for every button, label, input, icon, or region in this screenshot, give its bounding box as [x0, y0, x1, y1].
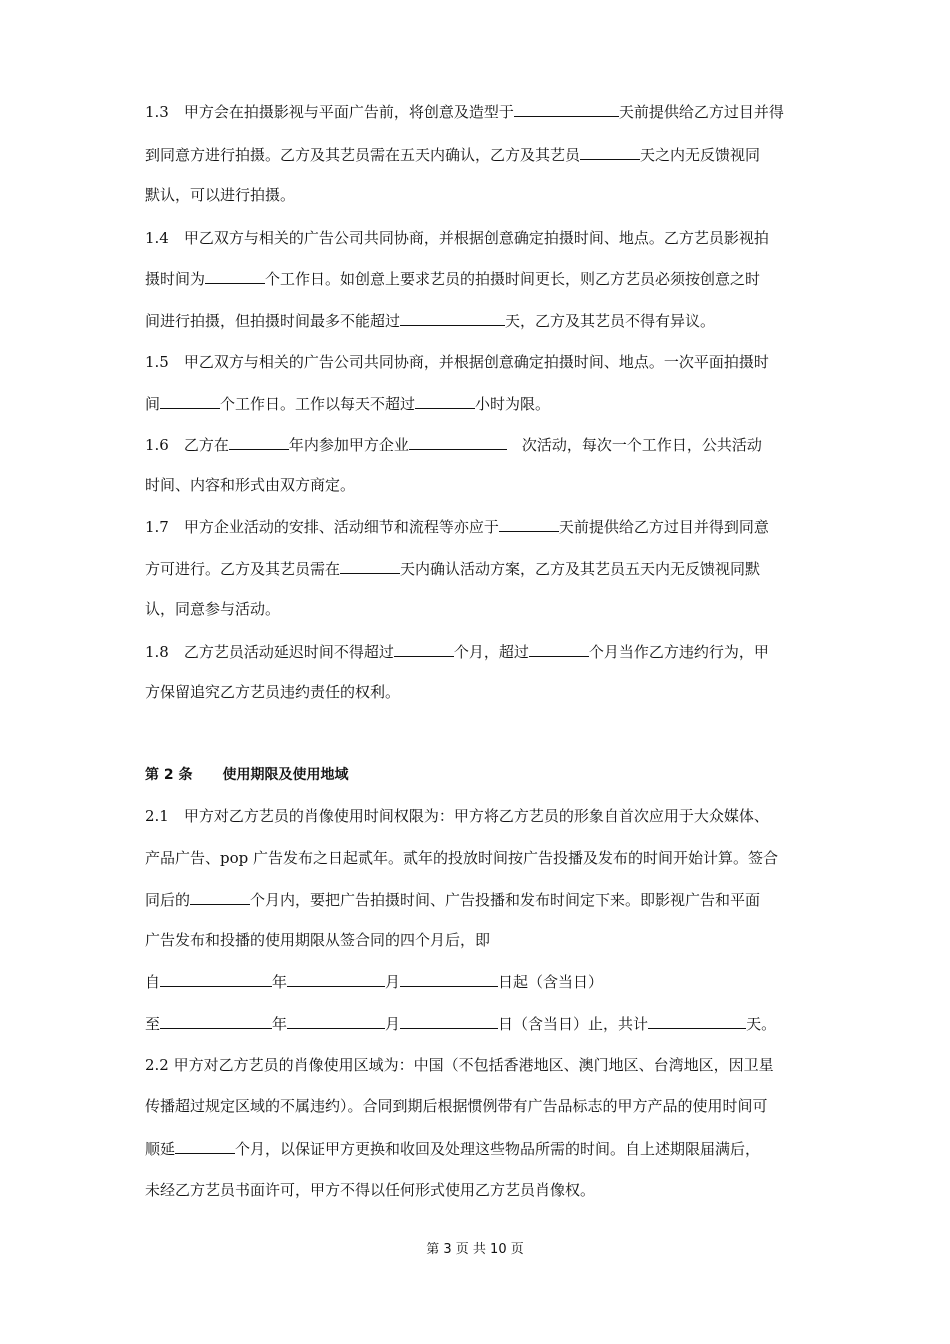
fill-blank	[175, 1138, 235, 1154]
clause-1-3-line-3: 默认，可以进行拍摄。	[145, 186, 296, 204]
clause-2-2-line-1: 2.2 甲方对乙方艺员的肖像使用区域为：中国（不包括香港地区、澳门地区、台湾地区，因卫星	[145, 1056, 774, 1074]
clause-2-1-to-date	[145, 1013, 776, 1034]
clause-1-7-line-2	[145, 558, 760, 579]
text: 个月当作乙方违约行为，甲	[588, 643, 769, 661]
page-footer: 第 3 页 共 10 页	[426, 1242, 524, 1257]
text: 1.8 乙方艺员活动延迟时间不得超过	[145, 643, 394, 661]
text: 年	[272, 1015, 288, 1033]
text: 天。	[746, 1015, 777, 1033]
clause-1-7-line-1	[145, 516, 769, 537]
fill-blank	[394, 641, 454, 657]
text: 个月，以保证甲方更换和收回及处理这些物品所需的时间。自上述期限届满后，	[235, 1140, 761, 1158]
clause-1-6-line-2: 时间、内容和形式由双方商定。	[145, 476, 356, 494]
clause-1-7-line-3: 认，同意参与活动。	[145, 600, 281, 618]
clause-1-4-line-2	[145, 268, 760, 289]
clause-2-2-line-3	[145, 1138, 760, 1159]
fill-blank	[400, 310, 505, 326]
text: 年内参加甲方企业	[288, 436, 409, 454]
clause-1-5-line-1: 1.5 甲乙双方与相关的广告公司共同协商，并根据创意确定拍摄时间、地点。一次平面拍摄时	[145, 353, 769, 371]
text: 个月内，要把广告拍摄时间、广告投播和发布时间定下来。即影视广告和平面	[250, 891, 761, 909]
section-2-heading	[145, 765, 349, 785]
fill-blank	[400, 971, 498, 987]
text: 1.7 甲方企业活动的安排、活动细节和流程等亦应于	[145, 518, 499, 536]
text: 月	[385, 1015, 401, 1033]
fill-blank	[205, 268, 265, 284]
text: 1.6 乙方在	[145, 436, 229, 454]
fill-blank	[229, 434, 289, 450]
text: 月	[385, 973, 401, 991]
fill-blank	[580, 144, 640, 160]
section-number: 第 2 条	[145, 767, 193, 783]
clause-2-1-line-4: 广告发布和投播的使用期限从签合同的四个月后，即	[145, 931, 491, 949]
clause-2-1-from-date	[145, 971, 603, 992]
text: 日起（含当日）	[498, 973, 604, 991]
fill-blank	[514, 101, 619, 117]
clause-2-1-line-3	[145, 889, 760, 910]
clause-1-6-line-1	[145, 434, 762, 455]
clause-2-1-line-1: 2.1 甲方对乙方艺员的肖像使用时间权限为：甲方将乙方艺员的形象自首次应用于大众媒体、	[145, 807, 769, 825]
fill-blank	[160, 971, 272, 987]
fill-blank	[287, 971, 385, 987]
clause-1-3-line-1	[145, 101, 784, 122]
fill-blank	[648, 1013, 746, 1029]
text: 摄时间为	[145, 270, 206, 288]
clause-1-4-line-1: 1.4 甲乙双方与相关的广告公司共同协商，并根据创意确定拍摄时间、地点。乙方艺员影视拍	[145, 229, 769, 247]
text: 个工作日。如创意上要求艺员的拍摄时间更长，则乙方艺员必须按创意之时	[265, 270, 761, 288]
fill-blank	[529, 641, 589, 657]
fill-blank	[400, 1013, 498, 1029]
text: 天前提供给乙方过目并得到同意	[558, 518, 769, 536]
clause-2-2-line-4: 未经乙方艺员书面许可，甲方不得以任何形式使用乙方艺员肖像权。	[145, 1181, 596, 1199]
text: 个工作日。工作以每天不超过	[220, 395, 416, 413]
text: 小时为限。	[475, 395, 551, 413]
text: 年	[272, 973, 288, 991]
text: 同后的	[145, 891, 191, 909]
fill-blank	[190, 889, 250, 905]
text: 间	[145, 395, 161, 413]
text: 日（含当日）止，共计	[498, 1015, 649, 1033]
fill-blank	[415, 393, 475, 409]
clause-1-4-line-3	[145, 310, 715, 331]
text: 个月，超过	[453, 643, 529, 661]
fill-blank	[340, 558, 400, 574]
text: 次活动，每次一个工作日，公共活动	[506, 436, 762, 454]
fill-blank	[287, 1013, 385, 1029]
text: 顺延	[145, 1140, 176, 1158]
text: 1.3 甲方会在拍摄影视与平面广告前，将创意及造型于	[145, 103, 514, 121]
text: 方可进行。乙方及其艺员需在	[145, 560, 341, 578]
text: 至	[145, 1015, 161, 1033]
text: 天之内无反馈视同	[640, 146, 761, 164]
text: 到同意方进行拍摄。乙方及其艺员需在五天内确认，乙方及其艺员	[145, 146, 581, 164]
fill-blank	[499, 516, 559, 532]
clause-2-2-line-2: 传播超过规定区域的不属违约）。合同到期后根据惯例带有广告品标志的甲方产品的使用时间可	[145, 1097, 768, 1115]
fill-blank	[160, 1013, 272, 1029]
text: 天，乙方及其艺员不得有异议。	[505, 312, 716, 330]
text: 自	[145, 973, 161, 991]
fill-blank	[409, 434, 507, 450]
fill-blank	[160, 393, 220, 409]
clause-1-5-line-2	[145, 393, 550, 414]
text: 天前提供给乙方过目并得	[618, 103, 784, 121]
clause-1-8-line-1	[145, 641, 769, 662]
text: 天内确认活动方案，乙方及其艺员五天内无反馈视同默	[400, 560, 761, 578]
clause-1-3-line-2	[145, 144, 760, 165]
section-title: 使用期限及使用地域	[222, 767, 349, 783]
text: 间进行拍摄，但拍摄时间最多不能超过	[145, 312, 401, 330]
clause-2-1-line-2: 产品广告、pop 广告发布之日起贰年。贰年的投放时间按广告投播及发布的时间开始计算。签合	[145, 849, 779, 867]
clause-1-8-line-2: 方保留追究乙方艺员违约责任的权利。	[145, 683, 401, 701]
